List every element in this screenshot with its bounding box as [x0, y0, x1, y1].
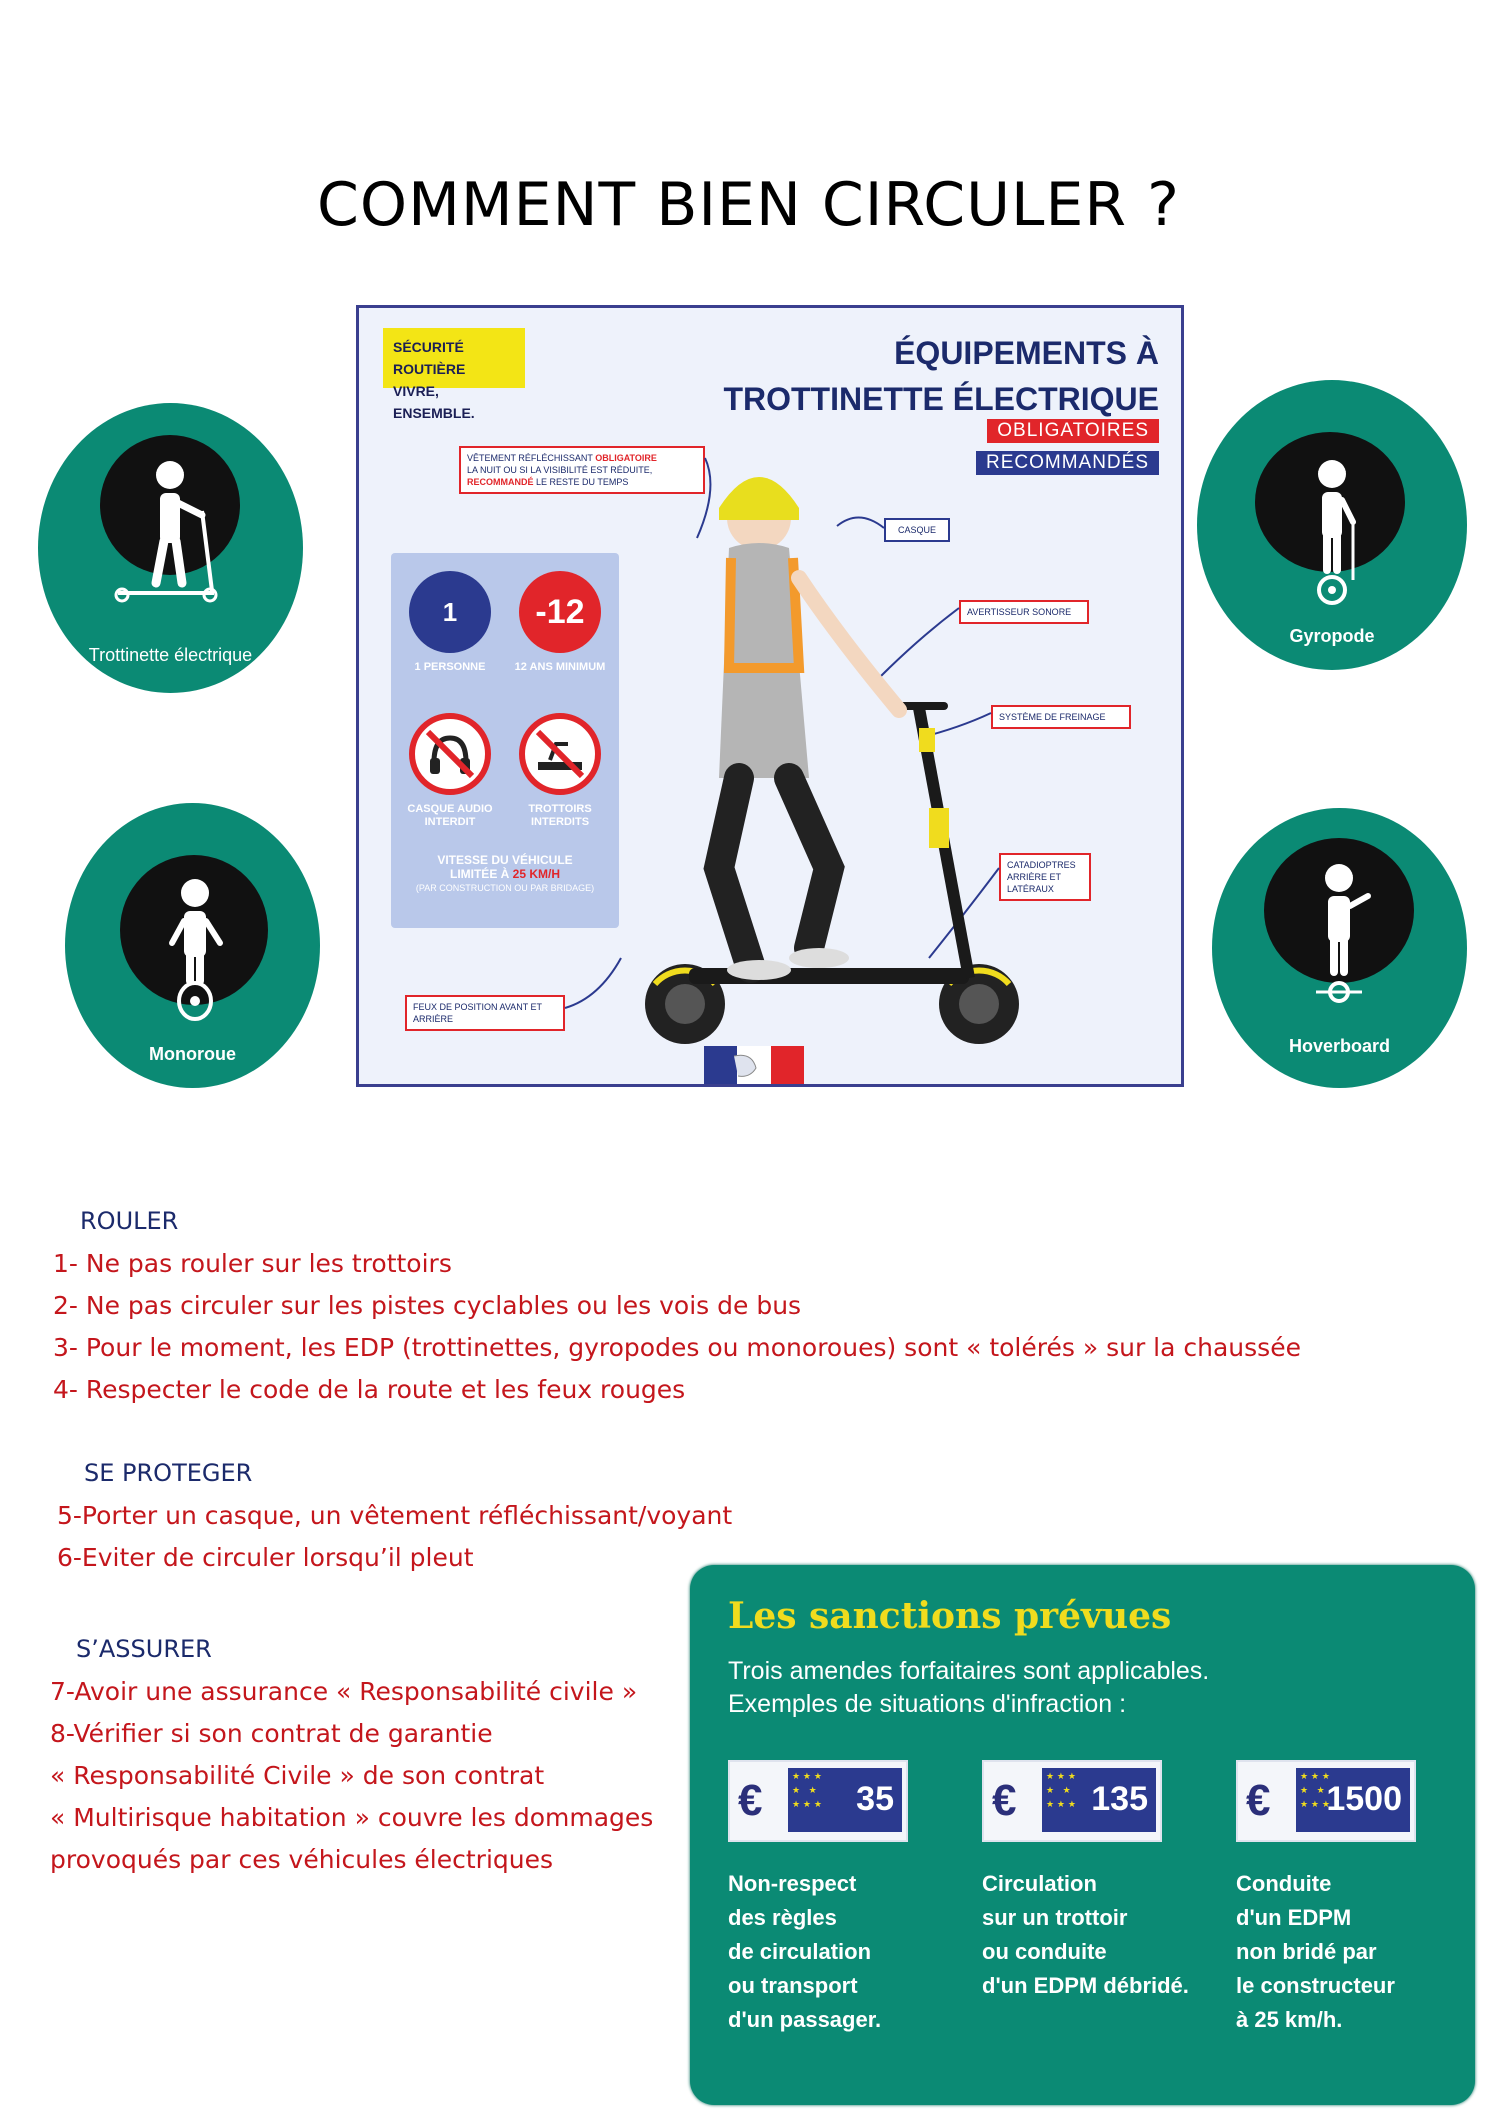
euro-icon: € — [1246, 1776, 1271, 1825]
callout-emphasis: OBLIGATOIRE — [595, 453, 657, 463]
rule-icon-text: 1 — [442, 596, 458, 627]
tag-obligatoires: OBLIGATOIRES — [987, 419, 1159, 443]
section-heading-rouler: ROULER — [80, 1207, 179, 1235]
list-item: 2- Ne pas circuler sur les pistes cyclables ou les vois de bus — [53, 1291, 802, 1320]
eu-stars-icon: ★ ★ ★ ★ ★ ★ ★ ★ — [1046, 1772, 1076, 1810]
list-item: 7-Avoir une assurance « Responsabilité civile » — [50, 1677, 638, 1706]
sanctions-panel — [690, 1565, 1475, 2105]
age-minimum-icon — [519, 571, 601, 653]
euro-icon: € — [992, 1776, 1017, 1825]
list-item: 1- Ne pas rouler sur les trottoirs — [53, 1249, 452, 1278]
list-item: 3- Pour le moment, les EDP (trottinettes, gyropodes ou monoroues) sont « tolérés » sur la chaussée — [53, 1333, 1301, 1362]
republique-francaise-logo — [704, 1046, 804, 1086]
device-label-gyropode: Gyropode — [1289, 626, 1375, 646]
fine-description: Circulation sur un trottoir ou conduite d'un EDPM débridé. — [982, 1871, 1189, 1998]
device-hoverboard — [1212, 808, 1467, 1088]
callout-freinage: SYSTÈME DE FREINAGE — [991, 705, 1131, 729]
callout-feux: FEUX DE POSITION AVANT ET ARRIÈRE — [405, 995, 565, 1031]
device-label-hoverboard: Hoverboard — [1288, 1036, 1391, 1056]
rule-caption: 12 ANS MINIMUM — [514, 661, 606, 673]
device-trottinette — [38, 403, 303, 693]
list-item: 4- Respecter le code de la route et les feux rouges — [53, 1375, 686, 1404]
device-gyropode — [1197, 380, 1467, 670]
fine-amount: 35 — [856, 1780, 894, 1818]
sanctions-intro — [728, 1655, 1428, 1721]
section-heading-assurer: S’ASSURER — [76, 1635, 212, 1663]
list-item: « Multirisque habitation » couvre les dommages — [50, 1803, 654, 1832]
callout-avertisseur: AVERTISSEUR SONORE — [959, 600, 1089, 624]
callout-text: VÊTEMENT RÉFLÉCHISSANT — [467, 453, 593, 463]
equipment-poster — [356, 305, 1184, 1087]
sanctions-title: Les sanctions prévues — [728, 1595, 1172, 1637]
fine-band — [1296, 1768, 1410, 1832]
fine-amount: 135 — [1091, 1780, 1148, 1818]
callout-text: LE RESTE DU TEMPS — [536, 477, 629, 487]
list-item: 8-Vérifier si son contrat de garantie — [50, 1719, 493, 1748]
hoverboard-rider-icon — [1264, 836, 1414, 1036]
device-monoroue — [65, 803, 320, 1088]
eu-stars-icon: ★ ★ ★ ★ ★ ★ ★ ★ — [792, 1772, 822, 1810]
rule-caption: 1 PERSONNE — [414, 661, 486, 673]
fine-card — [1236, 1760, 1416, 1842]
no-sidewalk-icon — [519, 713, 601, 795]
speed-line — [391, 867, 619, 881]
badge-line: SÉCURITÉ ROUTIÈRE — [393, 339, 466, 377]
callout-text: LA NUIT OU SI LA VISIBILITÉ EST RÉDUITE, — [467, 465, 653, 475]
eu-stars-icon: ★ ★ ★ ★ ★ ★ ★ ★ — [1300, 1772, 1330, 1810]
speed-limit-text — [391, 853, 619, 895]
rule-icon-text: -12 — [535, 592, 585, 631]
device-label-monoroue: Monoroue — [149, 1044, 236, 1064]
euro-icon: € — [738, 1776, 763, 1825]
fine-card — [982, 1760, 1162, 1842]
list-item: 6-Eviter de circuler lorsqu’il pleut — [57, 1543, 474, 1572]
rules-panel — [391, 553, 619, 928]
no-headphones-icon — [409, 713, 491, 795]
device-label-trottinette: Trottinette électrique — [88, 645, 253, 665]
section-heading-proteger: SE PROTEGER — [84, 1459, 253, 1487]
fine-amount: 1500 — [1326, 1780, 1402, 1818]
gyropode-rider-icon — [1257, 432, 1407, 632]
badge-line: VIVRE, ENSEMBLE. — [393, 383, 475, 421]
rule-caption: CASQUE AUDIO INTERDIT — [407, 803, 493, 828]
one-person-icon — [409, 571, 491, 653]
fine-band — [788, 1768, 902, 1832]
poster-title-line: TROTTINETTE ÉLECTRIQUE — [723, 381, 1159, 417]
sanctions-intro-line: Trois amendes forfaitaires sont applicables. — [728, 1657, 1210, 1685]
callout-casque: CASQUE — [884, 518, 950, 542]
speed-line-text: LIMITÉE À — [449, 867, 510, 881]
monoroue-rider-icon — [120, 851, 270, 1051]
rule-caption: TROTTOIRS INTERDITS — [528, 803, 592, 828]
list-item: provoqués par ces véhicules électriques — [50, 1845, 554, 1874]
speed-line: VITESSE DU VÉHICULE — [437, 853, 573, 867]
page-title: COMMENT BIEN CIRCULER ? — [317, 170, 1180, 240]
sanctions-intro-line: Exemples de situations d'infraction : — [728, 1690, 1127, 1718]
fine-card — [728, 1760, 908, 1842]
callout-emphasis: RECOMMANDÉ — [467, 477, 534, 487]
poster-title-line: ÉQUIPEMENTS À — [894, 335, 1159, 371]
callout-catadioptres: CATADIOPTRES ARRIÈRE ET LATÉRAUX — [999, 853, 1091, 901]
list-item: 5-Porter un casque, un vêtement réfléchissant/voyant — [57, 1501, 733, 1530]
fine-band — [1042, 1768, 1156, 1832]
speed-value: 25 KM/H — [512, 867, 561, 881]
fine-description: Conduite d'un EDPM non bridé par le constructeur à 25 km/h. — [1236, 1871, 1395, 2032]
trottinette-rider-icon — [98, 433, 258, 633]
speed-line: (PAR CONSTRUCTION OU PAR BRIDAGE) — [415, 883, 595, 893]
tag-recommandes: RECOMMANDÉS — [976, 451, 1159, 475]
fine-description: Non-respect des règles de circulation ou transport d'un passager. — [728, 1871, 882, 2032]
list-item: « Responsabilité Civile » de son contrat — [50, 1761, 545, 1790]
